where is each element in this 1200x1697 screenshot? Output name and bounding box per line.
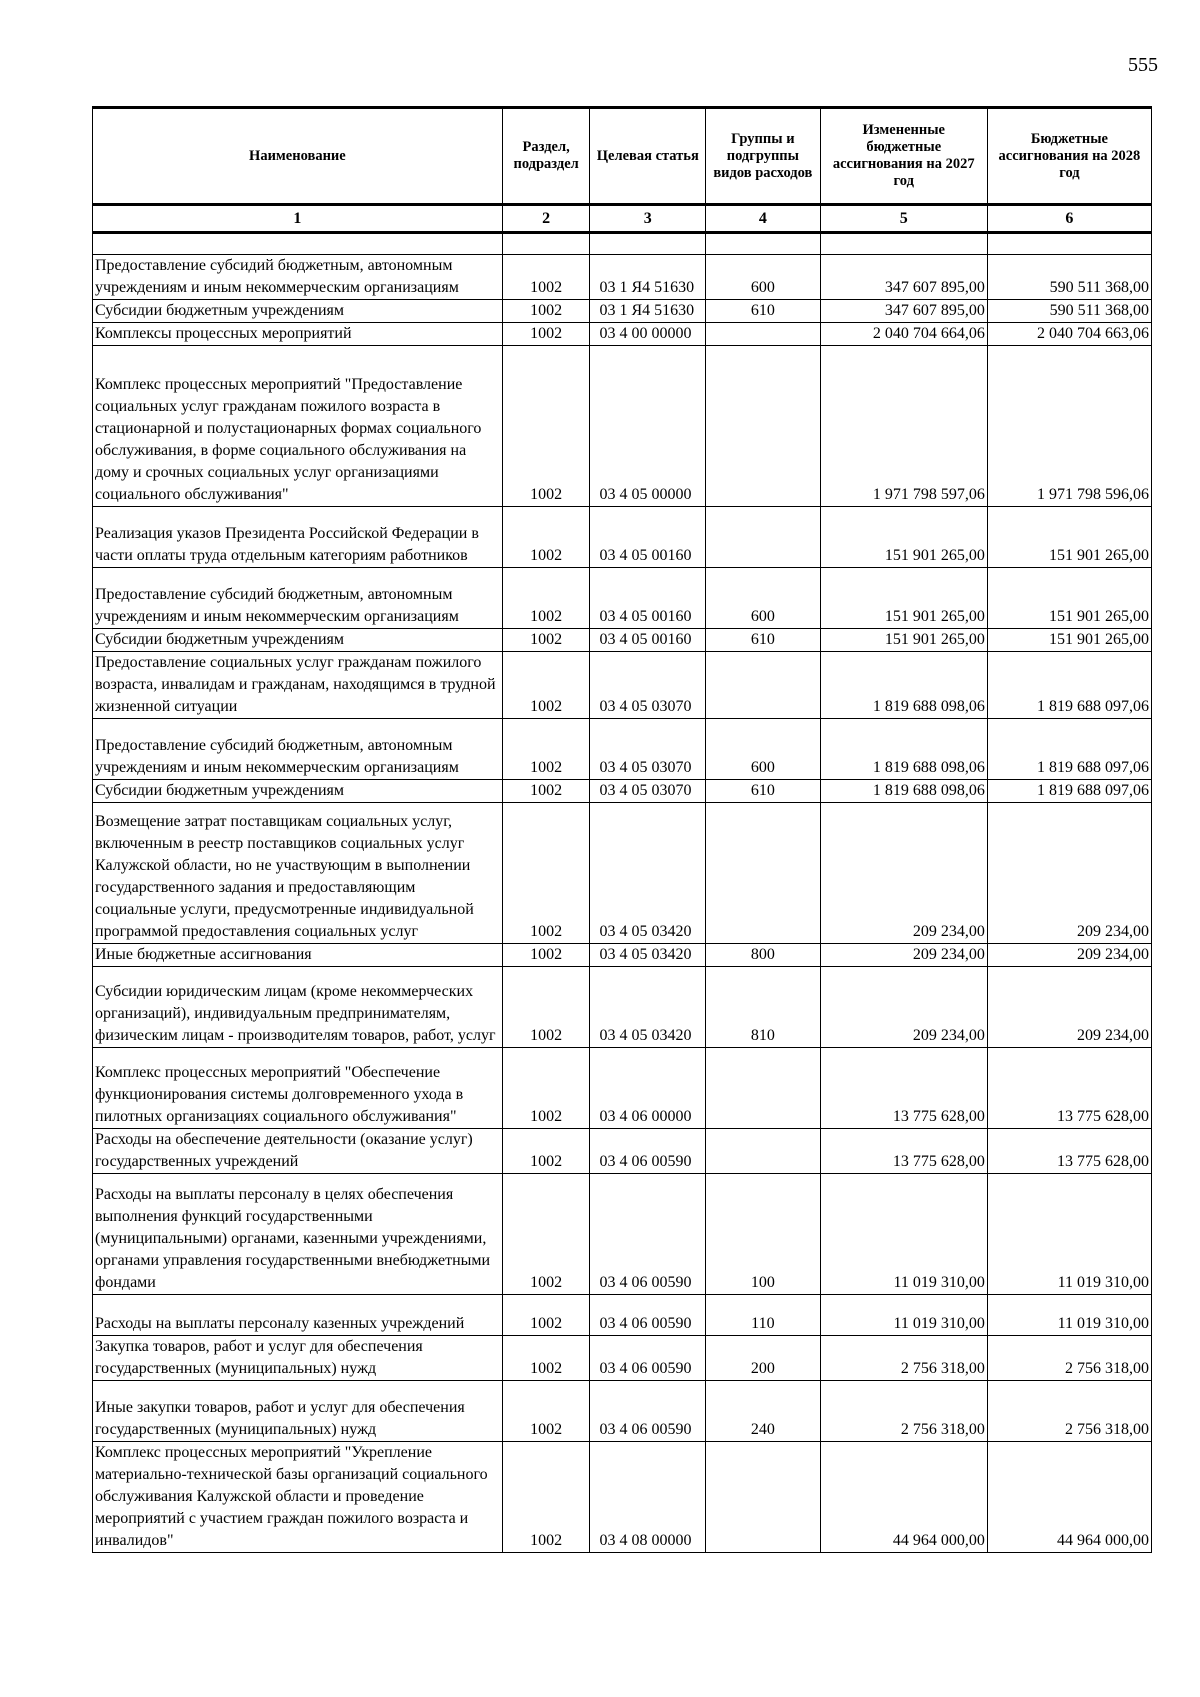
cell-group xyxy=(706,507,821,568)
cell-name: Комплекс процессных мероприятий "Укрепление материально-технической базы организаций социального обслуживания Калужской области и проведение мероприятий с участием граждан пожилого возраста и инвалидов" xyxy=(93,1442,503,1553)
cell-name: Предоставление субсидий бюджетным, автономным учреждениям и иным некоммерческим организациям xyxy=(93,255,503,300)
cell-name: Иные бюджетные ассигнования xyxy=(93,944,503,967)
cell-alloc-2027: 151 901 265,00 xyxy=(820,507,987,568)
cell-group: 200 xyxy=(706,1336,821,1381)
cell-alloc-2028: 209 234,00 xyxy=(987,803,1151,944)
cell-alloc-2027: 1 971 798 597,06 xyxy=(820,346,987,507)
spacer-cell xyxy=(93,233,503,255)
cell-group: 600 xyxy=(706,568,821,629)
cell-alloc-2027: 1 819 688 098,06 xyxy=(820,652,987,719)
cell-target: 03 4 05 03420 xyxy=(590,967,706,1048)
cell-section: 1002 xyxy=(502,1295,590,1336)
column-number: 2 xyxy=(502,205,590,233)
cell-group xyxy=(706,1129,821,1174)
cell-target: 03 4 05 03420 xyxy=(590,944,706,967)
header-name: Наименование xyxy=(93,108,503,205)
cell-alloc-2027: 2 756 318,00 xyxy=(820,1336,987,1381)
cell-section: 1002 xyxy=(502,967,590,1048)
cell-target: 03 4 05 03420 xyxy=(590,803,706,944)
table-row xyxy=(93,652,1152,719)
cell-alloc-2028: 151 901 265,00 xyxy=(987,568,1151,629)
cell-target: 03 1 Я4 51630 xyxy=(590,300,706,323)
header-group: Группы и подгруппы видов расходов xyxy=(706,108,821,205)
cell-section: 1002 xyxy=(502,1336,590,1381)
table-row xyxy=(93,1174,1152,1295)
spacer-cell xyxy=(987,233,1151,255)
cell-section: 1002 xyxy=(502,1174,590,1295)
cell-group: 100 xyxy=(706,1174,821,1295)
cell-alloc-2028: 13 775 628,00 xyxy=(987,1129,1151,1174)
cell-alloc-2027: 13 775 628,00 xyxy=(820,1129,987,1174)
cell-alloc-2028: 1 819 688 097,06 xyxy=(987,780,1151,803)
cell-section: 1002 xyxy=(502,568,590,629)
cell-section: 1002 xyxy=(502,1048,590,1129)
table-row xyxy=(93,803,1152,944)
column-number: 6 xyxy=(987,205,1151,233)
cell-alloc-2027: 347 607 895,00 xyxy=(820,300,987,323)
table-row xyxy=(93,629,1152,652)
cell-alloc-2028: 1 971 798 596,06 xyxy=(987,346,1151,507)
cell-name: Субсидии бюджетным учреждениям xyxy=(93,300,503,323)
cell-alloc-2028: 11 019 310,00 xyxy=(987,1174,1151,1295)
cell-alloc-2027: 151 901 265,00 xyxy=(820,568,987,629)
cell-name: Предоставление социальных услуг гражданам пожилого возраста, инвалидам и гражданам, находящимся в трудной жизненной ситуации xyxy=(93,652,503,719)
cell-group xyxy=(706,1048,821,1129)
cell-section: 1002 xyxy=(502,1442,590,1553)
cell-alloc-2028: 2 756 318,00 xyxy=(987,1381,1151,1442)
cell-alloc-2027: 209 234,00 xyxy=(820,803,987,944)
cell-group: 610 xyxy=(706,780,821,803)
cell-section: 1002 xyxy=(502,629,590,652)
cell-group xyxy=(706,652,821,719)
cell-section: 1002 xyxy=(502,652,590,719)
cell-name: Возмещение затрат поставщикам социальных услуг, включенным в реестр поставщиков социальных услуг Калужской области, но не участвующим в выполнении государственного задания и предоставляющим социальные услуги, предусмотренные индивидуальной программой предоставления социальных услуг xyxy=(93,803,503,944)
table-row xyxy=(93,780,1152,803)
column-number-row xyxy=(93,205,1152,233)
cell-section: 1002 xyxy=(502,323,590,346)
cell-name: Расходы на выплаты персоналу казенных учреждений xyxy=(93,1295,503,1336)
header-section: Раздел, подраздел xyxy=(502,108,590,205)
spacer-row xyxy=(93,233,1152,255)
spacer-cell xyxy=(502,233,590,255)
cell-name: Комплекс процессных мероприятий "Обеспечение функционирования системы долговременного ухода в пилотных организациях социального обслуживания" xyxy=(93,1048,503,1129)
cell-target: 03 4 00 00000 xyxy=(590,323,706,346)
cell-alloc-2027: 347 607 895,00 xyxy=(820,255,987,300)
page-number: 555 xyxy=(1128,54,1158,76)
header-alloc-2027: Измененные бюджетные ассигнования на 2027 год xyxy=(820,108,987,205)
cell-section: 1002 xyxy=(502,719,590,780)
cell-group: 600 xyxy=(706,719,821,780)
cell-group: 240 xyxy=(706,1381,821,1442)
column-number: 5 xyxy=(820,205,987,233)
cell-target: 03 4 05 00160 xyxy=(590,568,706,629)
cell-target: 03 4 05 03070 xyxy=(590,652,706,719)
table-row xyxy=(93,1129,1152,1174)
cell-group: 610 xyxy=(706,629,821,652)
cell-name: Иные закупки товаров, работ и услуг для обеспечения государственных (муниципальных) нужд xyxy=(93,1381,503,1442)
cell-alloc-2028: 1 819 688 097,06 xyxy=(987,719,1151,780)
cell-target: 03 4 05 00000 xyxy=(590,346,706,507)
header-alloc-2028: Бюджетные ассигнования на 2028 год xyxy=(987,108,1151,205)
cell-section: 1002 xyxy=(502,780,590,803)
cell-name: Комплекс процессных мероприятий "Предоставление социальных услуг гражданам пожилого возраста в стационарной и полустационарных формах социального обслуживания, в форме социального обслуживания на дому и срочных социальных услуг организациями социального обслуживания" xyxy=(93,346,503,507)
cell-alloc-2027: 209 234,00 xyxy=(820,944,987,967)
cell-name: Комплексы процессных мероприятий xyxy=(93,323,503,346)
cell-alloc-2028: 13 775 628,00 xyxy=(987,1048,1151,1129)
cell-section: 1002 xyxy=(502,803,590,944)
table-row xyxy=(93,255,1152,300)
table-row xyxy=(93,944,1152,967)
cell-target: 03 4 08 00000 xyxy=(590,1442,706,1553)
cell-alloc-2028: 151 901 265,00 xyxy=(987,507,1151,568)
cell-alloc-2027: 2 756 318,00 xyxy=(820,1381,987,1442)
cell-alloc-2027: 209 234,00 xyxy=(820,967,987,1048)
cell-alloc-2027: 13 775 628,00 xyxy=(820,1048,987,1129)
cell-alloc-2027: 11 019 310,00 xyxy=(820,1295,987,1336)
table-body xyxy=(93,233,1152,1553)
cell-alloc-2027: 2 040 704 664,06 xyxy=(820,323,987,346)
cell-target: 03 4 06 00590 xyxy=(590,1129,706,1174)
cell-group: 110 xyxy=(706,1295,821,1336)
cell-group: 810 xyxy=(706,967,821,1048)
cell-name: Предоставление субсидий бюджетным, автономным учреждениям и иным некоммерческим организациям xyxy=(93,568,503,629)
column-number: 4 xyxy=(706,205,821,233)
cell-name: Субсидии юридическим лицам (кроме некоммерческих организаций), индивидуальным предпринимателям, физическим лицам - производителям товаров, работ, услуг xyxy=(93,967,503,1048)
table-row xyxy=(93,967,1152,1048)
cell-alloc-2027: 1 819 688 098,06 xyxy=(820,780,987,803)
cell-alloc-2028: 209 234,00 xyxy=(987,967,1151,1048)
cell-target: 03 4 06 00590 xyxy=(590,1336,706,1381)
cell-section: 1002 xyxy=(502,507,590,568)
cell-target: 03 4 05 03070 xyxy=(590,780,706,803)
cell-alloc-2028: 11 019 310,00 xyxy=(987,1295,1151,1336)
table-row xyxy=(93,507,1152,568)
cell-group: 610 xyxy=(706,300,821,323)
cell-alloc-2028: 590 511 368,00 xyxy=(987,300,1151,323)
header-target: Целевая статья xyxy=(590,108,706,205)
cell-alloc-2028: 590 511 368,00 xyxy=(987,255,1151,300)
cell-group xyxy=(706,803,821,944)
table-row xyxy=(93,1295,1152,1336)
cell-alloc-2027: 1 819 688 098,06 xyxy=(820,719,987,780)
cell-target: 03 4 06 00590 xyxy=(590,1381,706,1442)
spacer-cell xyxy=(706,233,821,255)
cell-section: 1002 xyxy=(502,1381,590,1442)
table-row xyxy=(93,346,1152,507)
table-row xyxy=(93,719,1152,780)
cell-alloc-2028: 44 964 000,00 xyxy=(987,1442,1151,1553)
cell-target: 03 4 05 00160 xyxy=(590,507,706,568)
cell-name: Расходы на выплаты персоналу в целях обеспечения выполнения функций государственными (муниципальными) органами, казенными учреждениями, органами управления государственными внебюджетными фондами xyxy=(93,1174,503,1295)
cell-alloc-2028: 1 819 688 097,06 xyxy=(987,652,1151,719)
cell-name: Субсидии бюджетным учреждениям xyxy=(93,629,503,652)
cell-section: 1002 xyxy=(502,1129,590,1174)
table-row xyxy=(93,1048,1152,1129)
spacer-cell xyxy=(820,233,987,255)
cell-alloc-2027: 11 019 310,00 xyxy=(820,1174,987,1295)
cell-section: 1002 xyxy=(502,300,590,323)
cell-group xyxy=(706,346,821,507)
spacer-cell xyxy=(590,233,706,255)
cell-section: 1002 xyxy=(502,255,590,300)
budget-table xyxy=(92,106,1152,1553)
cell-group: 600 xyxy=(706,255,821,300)
cell-alloc-2027: 44 964 000,00 xyxy=(820,1442,987,1553)
table-row xyxy=(93,1336,1152,1381)
cell-alloc-2028: 2 756 318,00 xyxy=(987,1336,1151,1381)
table-row xyxy=(93,1381,1152,1442)
cell-target: 03 4 06 00590 xyxy=(590,1174,706,1295)
cell-name: Предоставление субсидий бюджетным, автономным учреждениям и иным некоммерческим организациям xyxy=(93,719,503,780)
table-row xyxy=(93,300,1152,323)
cell-target: 03 4 06 00590 xyxy=(590,1295,706,1336)
column-number: 1 xyxy=(93,205,503,233)
cell-target: 03 4 05 00160 xyxy=(590,629,706,652)
cell-name: Закупка товаров, работ и услуг для обеспечения государственных (муниципальных) нужд xyxy=(93,1336,503,1381)
cell-alloc-2028: 151 901 265,00 xyxy=(987,629,1151,652)
cell-section: 1002 xyxy=(502,346,590,507)
table-row xyxy=(93,568,1152,629)
cell-section: 1002 xyxy=(502,944,590,967)
cell-target: 03 1 Я4 51630 xyxy=(590,255,706,300)
cell-target: 03 4 05 03070 xyxy=(590,719,706,780)
table-row xyxy=(93,1442,1152,1553)
cell-alloc-2028: 2 040 704 663,06 xyxy=(987,323,1151,346)
cell-alloc-2027: 151 901 265,00 xyxy=(820,629,987,652)
cell-target: 03 4 06 00000 xyxy=(590,1048,706,1129)
cell-group xyxy=(706,323,821,346)
cell-alloc-2028: 209 234,00 xyxy=(987,944,1151,967)
cell-group xyxy=(706,1442,821,1553)
cell-name: Реализация указов Президента Российской Федерации в части оплаты труда отдельным категориям работников xyxy=(93,507,503,568)
cell-name: Субсидии бюджетным учреждениям xyxy=(93,780,503,803)
cell-name: Расходы на обеспечение деятельности (оказание услуг) государственных учреждений xyxy=(93,1129,503,1174)
table-row xyxy=(93,323,1152,346)
cell-group: 800 xyxy=(706,944,821,967)
column-number: 3 xyxy=(590,205,706,233)
header-row xyxy=(93,108,1152,205)
